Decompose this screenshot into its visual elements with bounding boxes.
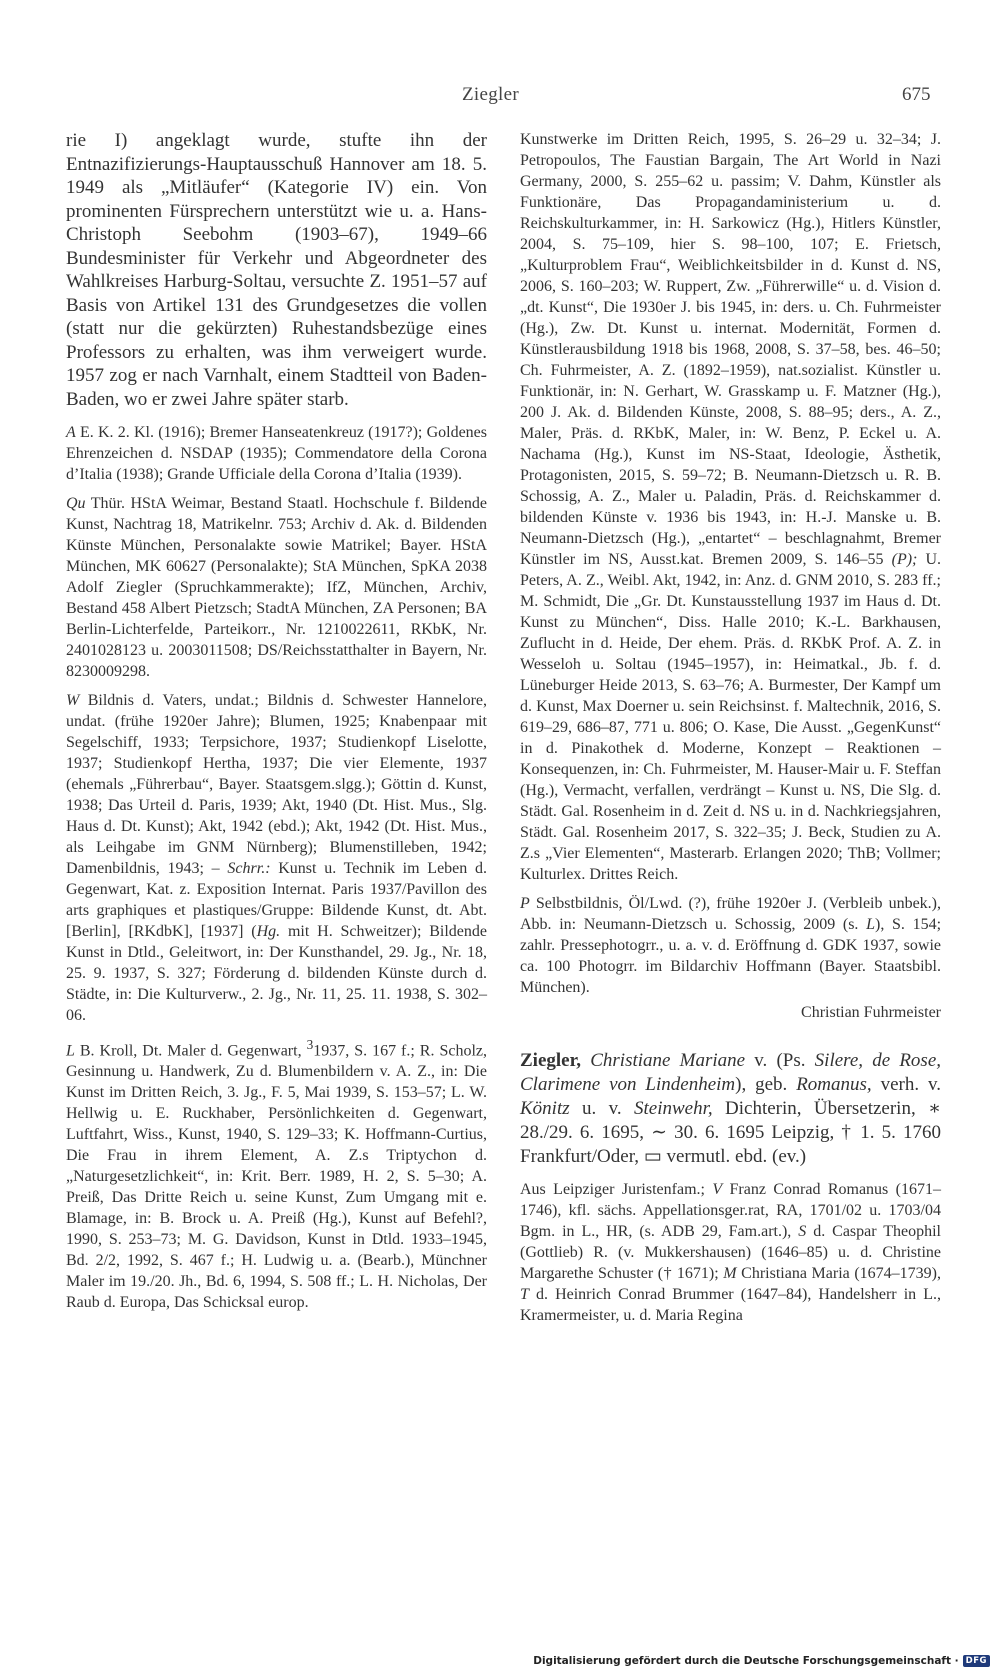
section-tag-w: W: [66, 692, 80, 709]
section-tag-s: S: [798, 1223, 807, 1240]
family-text: [520, 1179, 941, 1326]
entry-given-names: Christiane Mariane: [590, 1050, 746, 1071]
literature-cont-text-1: Kunstwerke im Dritten Reich, 1995, S. 26–29 u. 32–34; J. Petropoulos, The Faustian Bargain, The Art World in Nazi Germany, 2000, S. 255–62 u. passim; V. Dahm, Künstler als Funktionäre, Das Propagandaministerium u. d. Reichskulturkammer, in: H. Sarkowicz (Hg.), Hitlers Künstler, 2004, S. 75–109, hier S. 98–100, 107; E. Frietsch, „Kulturproblem Frau“, Weiblichkeitsbilder in d. Kunst d. NS, 2006, S. 160–203; W. Ruppert, Zw. „Führerwille“ u. d. Vision d. „dt. Kunst“, Die 1930er J. bis 1945, in: ders. u. Ch. Fuhrmeister (Hg.), Zw. Dt. Kunst u. internat. Modernität, Formen d. Künstlerausbildung 1918 bis 1968, 2008, S. 37–58, bes. 46–50; Ch. Fuhrmeister, A. Z. (1892–1959), nat.sozialist. Künstler u. Funktionär, in: N. Gerhart, W. Grasskamp u. F. Matzner (Hg.), 200 J. Ak. d. Bildenden Künste, 2008, S. 88–95; ders., A. Z., Maler, Präs. d. RKbK, Maler, in: W. Benz, P. Eckel u. A. Nachama (Hg.), Kunst im NS-Staat, Ideologie, Ästhetik, Protagonisten, 2015, S. 59–72; B. Neumann-Dietzsch u. R. B. Schossig, A. Z., Maler u. Paladin, Präs. d. Reichskammer d. bildenden Künste v. 1936 bis 1943, in: H.-J. Manske u. B. Neumann-Dietzsch (Hg.), „entartet“ – beschlagnahmt, Bremer Künstler im NS, Ausst.kat. Bremen 2009, S. 146–55: [520, 131, 941, 568]
section-tag-t: T: [520, 1286, 529, 1303]
awards-section: [66, 422, 487, 485]
literature-continued: [520, 129, 941, 885]
sources-section: [66, 493, 487, 682]
digitization-footer: [533, 1655, 990, 1667]
portraits-text-2: ), S. 154; zahlr. Pressephotogrr., u. a. v. d. Eröffnung d. GDK 1937, sowie ca. 100 Photogrr. im Bildarchiv Hoffmann (Bayer. Staatsbibl. München).: [520, 916, 942, 996]
works-section: [66, 690, 487, 1026]
biography-text: rie I) angeklagt wurde, stufte ihn der Entnazifizierungs-Hauptausschuß Hannover am 18. 5. 1949 als „Mitläufer“ (Kategorie IV) ein. Von prominenten Fürsprechern unterstützt wie u. a. Hans-Christoph Seebohm (1903–67), 1949–66 Bundesminister für Verkehr und Abgeordneter des Wahlkreises Harburg-Soltau, versuchte Z. 1951–57 auf Basis von Artikel 131 des Grundgesetzes die vollen (statt nur die gekürzten) Ruhestandsbezüge eines Professors zu erhalten, was ihm verweigert wurde. 1957 zog er nach Varnhalt, einem Stadtteil von Baden-Baden, wo er zwei Jahre später starb.: [66, 130, 487, 410]
family-text-1: Aus Leipziger Juristenfam.;: [520, 1181, 713, 1198]
entry-married-name-2: Steinwehr,: [634, 1098, 713, 1119]
right-column: [520, 129, 941, 1326]
entry-heading: [520, 1049, 941, 1169]
literature-section: [66, 1034, 487, 1313]
entry-heading-text-2: ), geb.: [735, 1074, 797, 1095]
section-tag-qu: Qu: [66, 495, 86, 512]
section-tag-v: V: [712, 1181, 723, 1198]
entry-heading-text-3: verh. v.: [871, 1074, 942, 1095]
page-number: 675: [902, 84, 931, 105]
running-head-title: Ziegler: [462, 84, 519, 105]
works-hg-label: Hg.: [256, 923, 281, 940]
section-tag-l: L: [66, 1042, 75, 1060]
portraits-text-1: Selbstbildnis, Öl/Lwd. (?), frühe 1920er J. (Verbleib unbek.), Abb. in: Neumann-Dietzsch u. Schossig, 2009 (s.: [520, 895, 941, 933]
footer-text: Digitalisierung gefördert durch die Deutsche Forschungsgemeinschaft ·: [533, 1655, 959, 1667]
literature-text-2: 1937, S. 167 f.; R. Scholz, Gesinnung u. Handwerk, Zu d. Blumenbildern v. A. Z., in: Die Kunst im Dritten Reich, 3. Jg., F. 5, Mai 1939, S. 153–57; L. W. Hellwig u. E. Ruckhaber, Persönlichkeiten d. Gegenwart, Luftfahrt, Wiss., Kunst, 1940, S. 129–33; K. Hoffmann-Curtius, Die Frau in ihrem Element, A. Z.s Triptychon d. „Naturgesetzlichkeit“, in: Krit. Berr. 1989, H. 2, S. 5–30; A. Preiß, Das Dritte Reich u. seine Kunst, Zum Umgang mit e. Blamage, in: B. Brock u. A. Preiß (Hg.), Kunst auf Befehl?, 1990, S. 253–73; M. G. Davidson, Kunst in Dtld. 1933–1945, Bd. 2/2, 1992, S. 467 f.; H. Ludwig u. a. (Bearb.), Münchner Maler im 19./20. Jh., Bd. 6, 1994, S. 508 ff.; L. H. Nicholas, Der Raub d. Europa, Das Schicksal europ.: [66, 1042, 487, 1312]
literature-ref: L: [866, 916, 875, 933]
family-text-2: Franz Conrad Romanus (1671–1746), kfl. sächs. Appellationsger.rat, RA, 1701/02 u. 1703/04 Bgm. in L., HR, (s. ADB 29, Fam.art.),: [520, 1181, 941, 1240]
entry-surname: Ziegler,: [520, 1050, 582, 1071]
family-text-5: d. Heinrich Conrad Brummer (1647–84), Handelsherr in L., Kramermeister, u. d. Maria Regina: [520, 1286, 941, 1324]
section-tag-p: P: [520, 895, 530, 912]
dfg-logo: DFG: [963, 1655, 990, 1667]
sources-text: Thür. HStA Weimar, Bestand Staatl. Hochschule f. Bildende Kunst, Nachtrag 18, Matrikelnr. 753; Archiv d. Ak. d. Bildenden Künste München, Personalakte sowie Matrikel; Bayer. HStA München, MK 60627 (Personalakte); StA München, SpKA 2038 Adolf Ziegler (Spruchkammerakte); IfZ, München, Archiv, Bestand 458 Albert Pietzsch; StadtA München, ZA Personen; BA Berlin-Lichterfelde, Parteikorr., Nr. 1210022611, RKbK, Nr. 2401028123 u. 2003011508; DS/Reichsstatthalter in Bayern, Nr. 8230009298.: [66, 495, 487, 680]
entry-married-name-1: Könitz: [520, 1098, 570, 1119]
works-text-1: Bildnis d. Vaters, undat.; Bildnis d. Schwester Hannelore, undat. (frühe 1920er Jahre); Blumen, 1925; Knabenpaar mit Segelschiff, 1933; Terpsichore, 1937; Studienkopf Liselotte, 1937; Studienkopf Hertha, 1937; Die vier Elemente, 1937 (ehemals „Führerbau“, Bayer. Staatsgem.slgg.); Göttin d. Kunst, 1938; Das Urteil d. Paris, 1939; Akt, 1940 (Dt. Hist. Mus., Slg. Haus d. Dt. Kunst); Akt, 1942 (ebd.); Akt, 1942 (Dt. Hist. Mus., als Leihgabe im GNM Nürnberg); Blumenstilleben, 1942; Damenbildnis, 1943; –: [66, 692, 487, 877]
family-text-3: d. Caspar Theophil (Gottlieb) R. (v. Mukkershausen) (1646–85) u. d. Christine Margarethe Schuster († 1671);: [520, 1223, 941, 1282]
entry-heading-text-5: Dichterin, Übersetzerin, ∗ 28./29. 6. 1695, ∼ 30. 6. 1695 Leipzig, † 1. 5. 1760 Frankfurt/Oder, ▭ vermutl. ebd. (ev.): [520, 1098, 941, 1167]
section-tag-m: M: [723, 1265, 737, 1282]
portraits-section: [520, 893, 941, 998]
entry-heading-text-1: v. (Ps.: [745, 1050, 815, 1071]
literature-text-1: B. Kroll, Dt. Maler d. Gegenwart,: [74, 1042, 307, 1060]
left-column: [66, 129, 487, 1313]
works-text-2: Kunst u. Technik im Leben d. Gegenwart, Kat. z. Exposition Internat. Paris 1937/Pavillon des arts graphiques et plastiques/Gruppe: Bildende Kunst, dt. Abt.[Berlin], [RKdbK], [1937] (: [66, 860, 488, 940]
family-text-4: Christiana Maria (1674–1739),: [736, 1265, 942, 1282]
section-tag-a: A: [66, 424, 76, 441]
portrait-ref: (P);: [891, 551, 918, 568]
awards-text: E. K. 2. Kl. (1916); Bremer Hanseatenkreuz (1917?); Goldenes Ehrenzeichen d. NSDAP (1935); Commendatore della Corona d’Italia (1938); Grande Ufficiale della Corona d’Italia (1939).: [66, 424, 487, 483]
entry-birth-name: Romanus,: [796, 1074, 872, 1095]
article-author: Christian Fuhrmeister: [801, 1004, 941, 1021]
entry-pseudonyms: Silere, de Rose, Clarimene von Lindenheim: [520, 1050, 942, 1095]
works-schrr-label: Schrr.:: [227, 860, 271, 877]
entry-heading-text-4: u. v.: [569, 1098, 635, 1119]
edition-superscript: 3: [306, 1037, 314, 1052]
works-text-3: mit H. Schweitzer); Bildende Kunst in Dtld., Geleitwort, in: Der Kunsthandel, 29. Jg., Nr. 18, 25. 9. 1937, S. 327; Förderung d. bildenden Künste durch d. Städte, in: Die Kulturverw., 2. Jg., Nr. 11, 25. 11. 1938, S. 302–06.: [66, 923, 487, 1024]
literature-cont-text-2: U. Peters, A. Z., Weibl. Akt, 1942, in: Anz. d. GNM 2010, S. 283 ff.; M. Schmidt, Die „Gr. Dt. Kunstausstellung 1937 im Haus d. Dt. Kunst zu München“, Diss. Halle 2010; K.-L. Barkhausen, Zuflucht in d. Heide, Der ehem. Präs. d. RKbK Prof. A. Z. in Wesseloh u. Soltau (1945–1957), in: Heimatkal., Jb. f. d. Lüneburger Heide 2013, S. 63–76; A. Burmester, Der Kampf um d. Kunst, Max Doerner u. sein Reichsinst. f. Maltechnik, 2016, S. 619–29, 686–87, 771 u. 806; O. Kase, Die Ausst. „GegenKunst“ in d. Pinakothek d. Moderne, Konzept – Reaktionen – Konsequenzen, in: Ch. Fuhrmeister, M. Hauser-Mair u. F. Steffan (Hg.), Vermacht, verfallen, verdrängt – Kunst u. NS, Die Slg. d. Städt. Gal. Rosenheim in d. Zeit d. NS u. in d. Nachkriegsjahren, Städt. Gal. Rosenheim 2017, S. 322–35; J. Beck, Studien zu A. Z.s „Vier Elementen“, Masterarb. Erlangen 2020; ThB; Vollmer; Kulturlex. Drittes Reich.: [520, 551, 941, 883]
